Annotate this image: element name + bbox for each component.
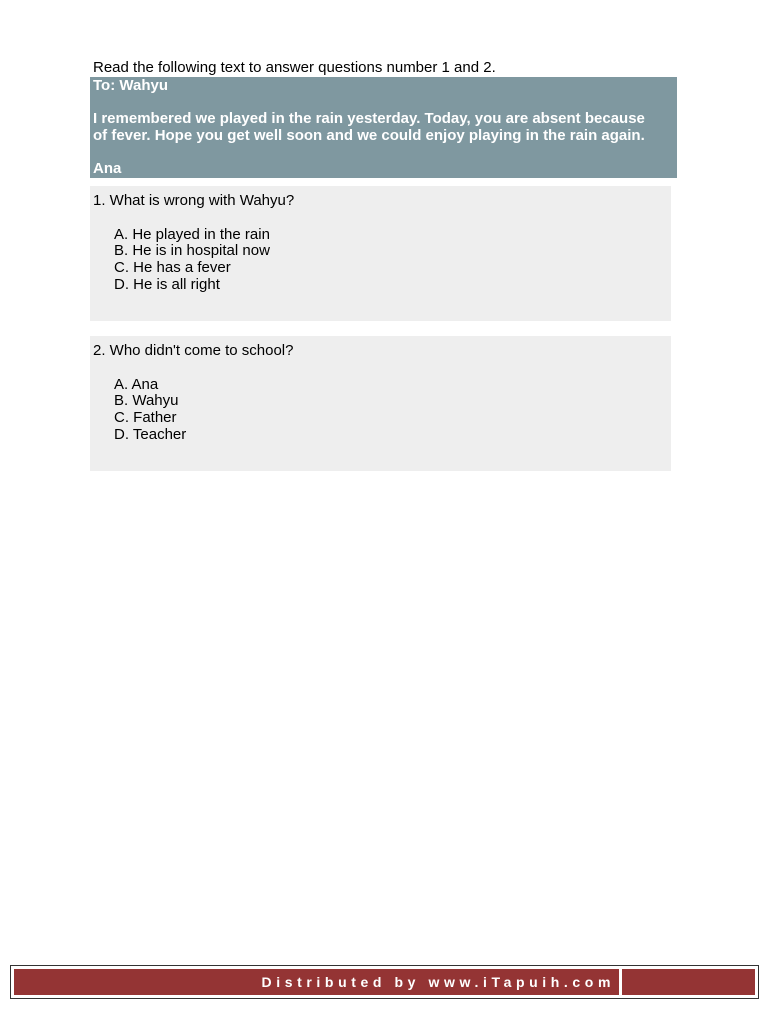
question-spacer xyxy=(93,360,668,377)
instructions-text: Read the following text to answer questions number 1 and 2. xyxy=(93,59,496,76)
letter-body-line-1: I remembered we played in the rain yesterday. Today, you are absent because xyxy=(93,110,645,128)
question-1-box xyxy=(90,186,671,321)
question-spacer xyxy=(93,210,668,227)
question-1-option-b: B. He is in hospital now xyxy=(114,242,270,260)
question-2-box xyxy=(90,336,671,471)
question-1-option-d: D. He is all right xyxy=(114,275,220,293)
footer-accent-block xyxy=(622,969,755,995)
letter-body-line-2: of fever. Hope you get well soon and we could enjoy playing in the rain again. xyxy=(93,126,645,144)
question-1-text: 1. What is wrong with Wahyu? xyxy=(93,192,295,209)
letter-gap xyxy=(93,144,674,161)
letter-recipient: To: Wahyu xyxy=(93,77,168,94)
question-2-text: 2. Who didn't come to school? xyxy=(93,342,294,359)
question-2-option-a: A. Ana xyxy=(114,375,159,393)
footer-frame xyxy=(10,965,759,999)
question-2-options xyxy=(93,377,668,444)
footer-distributed-by: Distributed by www.iTapuih.com xyxy=(14,969,619,995)
letter-sender: Ana xyxy=(93,159,122,177)
question-2-option-b: B. Wahyu xyxy=(114,392,179,410)
question-2-option-c: C. Father xyxy=(114,409,177,427)
letter-gap xyxy=(93,95,674,112)
question-2-option-d: D. Teacher xyxy=(114,425,187,443)
question-1-option-a: A. He played in the rain xyxy=(114,225,270,243)
question-1-options xyxy=(93,227,668,294)
question-1-option-c: C. He has a fever xyxy=(114,259,231,277)
letter-box xyxy=(90,77,677,178)
